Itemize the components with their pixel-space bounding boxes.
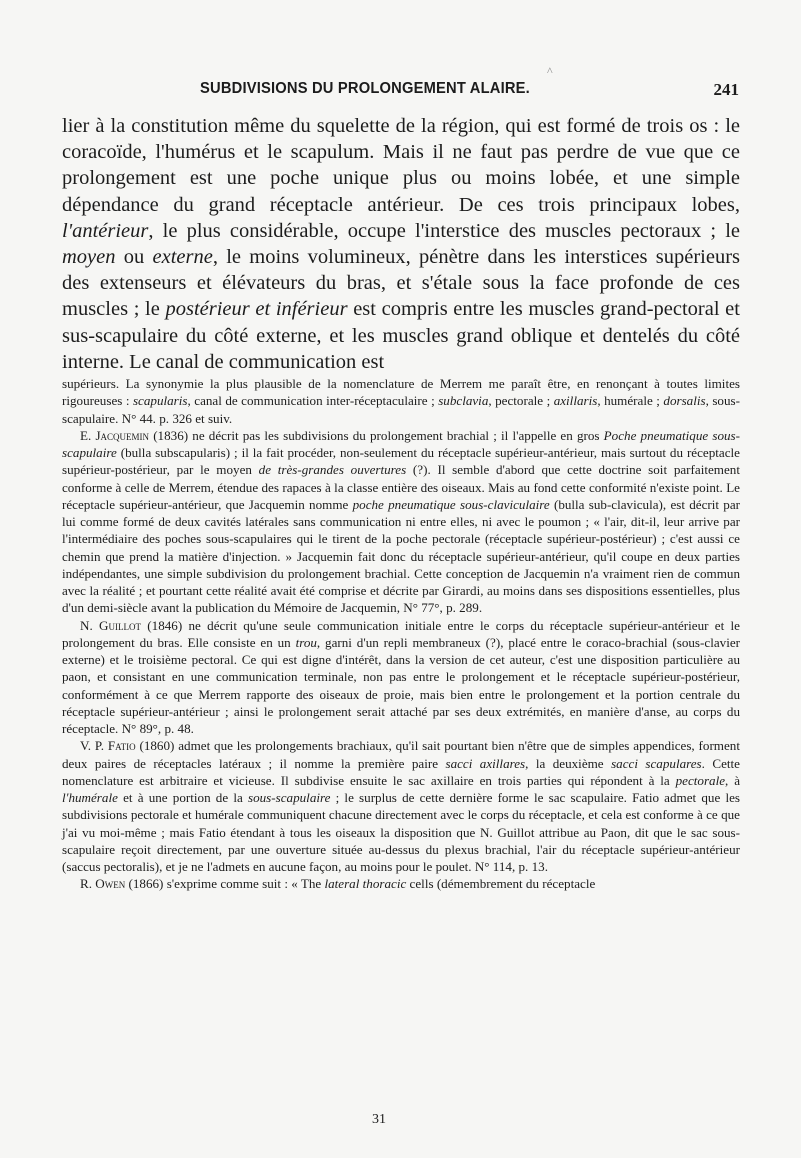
- note-italic: l'humérale: [62, 790, 118, 805]
- main-text-italic: moyen: [62, 246, 116, 269]
- note-text: ; le surplus de cette dernière forme le sac scapulaire. Fatio admet que les subdivisions pectorale et humérale communiquent chacune directement avec le corps du réceptacle, et cela est conforme à ce que j'ai vu moi-même ; mais Fatio étendant à tous les oiseaux la disposition que N. Guillot attribue au Paon, dit que le sac sous-scapulaire reçoit directement, par une ouverture située au-dessus du plexus brachial, l'air du réceptacle supérieur-antérieur (saccus pectoralis), et je ne l'admets en aucune façon, au moins pour le poulet. N° 114, p. 13.: [62, 790, 740, 874]
- note-text: R.: [80, 876, 96, 892]
- note-text: V. P.: [80, 738, 108, 754]
- main-text-segment: ou: [115, 246, 153, 269]
- note-italic: scapularis: [132, 393, 188, 409]
- main-paragraph: [62, 113, 740, 375]
- signature-mark: 31: [372, 1112, 386, 1127]
- note-text: (1866) s'exprime comme suit : « The: [125, 876, 325, 892]
- note-italic: dorsalis: [663, 393, 706, 409]
- footnotes: [62, 375, 740, 893]
- note-italic: subclavia: [438, 393, 489, 409]
- footnote-guillot: [62, 617, 740, 738]
- running-title: SUBDIVISIONS DU PROLONGEMENT ALAIRE.: [200, 80, 530, 97]
- note-text: (1860) admet que les prolongements brachiaux, qu'il sait pourtant bien n'être que de simples appendices, forment deux paires de réceptacles latéraux ; il nomme la première paire: [62, 738, 740, 771]
- main-text-italic: externe: [152, 246, 213, 269]
- note-text: supérieurs. La synonymie la plus plausible de la nomenclature de Merrem me paraît être, en renonçant à toutes limites rigoureuses :: [62, 376, 740, 409]
- main-text-segment: , le moins volumineux, pénètre dans les interstices supérieurs des extenseurs et élévateurs du bras, et s'étale sous la face profonde de ces muscles ; le: [62, 246, 741, 321]
- main-text-segment: , le plus considérable, occupe l'interstice des muscles pectoraux ; le: [148, 219, 740, 242]
- main-text-segment: lier à la constitution même du squelette de la région, qui est formé de trois os : le coracoïde, l'humérus et le scapulum. Mais il ne faut pas perdre de vue que ce prolongement est une poche unique plus ou moins lobée, et une simple dépendance du grand réceptacle antérieur. De ces trois principaux lobes,: [62, 115, 740, 216]
- note-text: , pectorale ;: [488, 393, 554, 409]
- note-italic: pectorale: [675, 772, 726, 788]
- note-text: . Cette nomenclature est arbitraire et vicieuse. Il subdivise ensuite le sac axillaire en trois parties qui répondent à la: [62, 755, 740, 788]
- note-author: Guillot: [99, 617, 141, 633]
- note-text: , garni d'un repli membraneux (?), placé entre le coraco-brachial (sous-clavier externe) et le troisième pectoral. Ce qui est digne d'intérêt, dans la version de cet auteur, c'est une disposition particulière au paon, et consistant en une communication terminale, non pas entre le prolongement et le réceptacle supérieur-postérieur, conformément à ce que Merrem rapporte des oiseaux de proie, mais bien entre le prolongement et la portion centrale du réceptacle supérieur-antérieur ; ainsi le prolongement serait attaché par ses deux extrémités, en manière d'anse, au corps du réceptacle. N° 89°, p. 48.: [62, 634, 741, 736]
- note-italic: Poche pneumatique sous-scapulaire: [62, 427, 740, 460]
- note-italic: sous-scapulaire: [247, 790, 331, 805]
- note-text: cells (démembrement du réceptacle: [406, 876, 596, 892]
- note-italic: trou: [295, 634, 317, 650]
- footnote-owen: [62, 875, 740, 892]
- running-head: [200, 80, 739, 106]
- footnote-fatio: [62, 737, 740, 875]
- note-italic: lateral thoracic: [324, 876, 407, 892]
- note-text: (1836) ne décrit pas les subdivisions du prolongement brachial ; il l'appelle en gros: [149, 427, 604, 443]
- main-text-italic: l'antérieur: [62, 219, 149, 242]
- note-text: E.: [80, 427, 96, 443]
- main-text-italic: postérieur et inférieur: [165, 298, 348, 321]
- footnote-jacquemin: [62, 427, 740, 617]
- note-text: (1846) ne décrit qu'une seule communication initiale entre le corps du réceptacle supérieur-antérieur et le prolongement du bras. Elle consiste en un: [62, 617, 740, 650]
- note-text: et à une portion de la: [117, 790, 248, 805]
- page-number: 241: [713, 80, 739, 99]
- main-text-segment: est compris entre les muscles grand-pectoral et sus-scapulaire du côté externe, et les muscles grand oblique et dentelés du côté interne. Le canal de communication est: [62, 298, 740, 373]
- note-italic: poche pneumatique sous-claviculaire: [352, 496, 550, 512]
- note-italic: de très-grandes ouvertures: [258, 462, 407, 478]
- note-text: , à: [725, 772, 741, 788]
- note-text: , la deuxième: [525, 755, 612, 771]
- note-author: Fatio: [107, 738, 136, 754]
- note-author: Jacquemin: [95, 427, 150, 443]
- note-text: N.: [80, 617, 100, 633]
- footnote-merrem: [62, 375, 740, 427]
- note-text: , sous-scapulaire. N° 44. p. 326 et suiv.: [62, 393, 740, 426]
- note-text: , humérale ;: [597, 393, 664, 409]
- note-italic: sacci scapulares: [611, 755, 702, 771]
- note-text: (?). Il semble d'abord que cette doctrine soit parfaitement conforme à celle de Merrem, étendue des rapaces à la classe entière des oiseaux. Mais au fond cette conformité n'existe point. Le réceptacle supérieur-antérieur, que Jacquemin nomme: [62, 462, 740, 512]
- note-text: , canal de communication inter-réceptaculaire ;: [187, 393, 439, 409]
- note-text: (bulla sub-clavicula), est décrit par lui comme formé de deux cavités latérales sans communication ni entre elles, ni avec le poumon ; « l'air, dit-il, leur arrive par l'intermédiaire des poches sous-scapulaires qui le tirent de la poche pectorale (réceptacle supérieur-postérieur) ; c'est aussi ce chemin que prend la matière d'injection. » Jacquemin fait donc du réceptacle supérieur-antérieur, qu'il coupe en deux parties indépendantes, une simple subdivision du prolongement brachial. Cette conception de Jacquemin n'a vraiment rien de commun avec la réalité ; et pourtant cette réalité avait été comprise et décrite par Girardi, au moins dans ses dispositions essentielles, plus d'un demi-siècle avant la publication du Mémoire de Jacquemin, N° 77°, p. 289.: [62, 496, 741, 616]
- note-italic: sacci axillares: [445, 755, 526, 771]
- note-italic: axillaris: [553, 393, 598, 409]
- note-text: (bulla subscapularis) ; il la fait procéder, non-seulement du réceptacle supérieur-antérieur, mais surtout du réceptacle supérieur-postérieur, par le moyen: [62, 445, 740, 478]
- scan-mark: ^: [547, 64, 553, 78]
- note-author: Owen: [95, 876, 126, 892]
